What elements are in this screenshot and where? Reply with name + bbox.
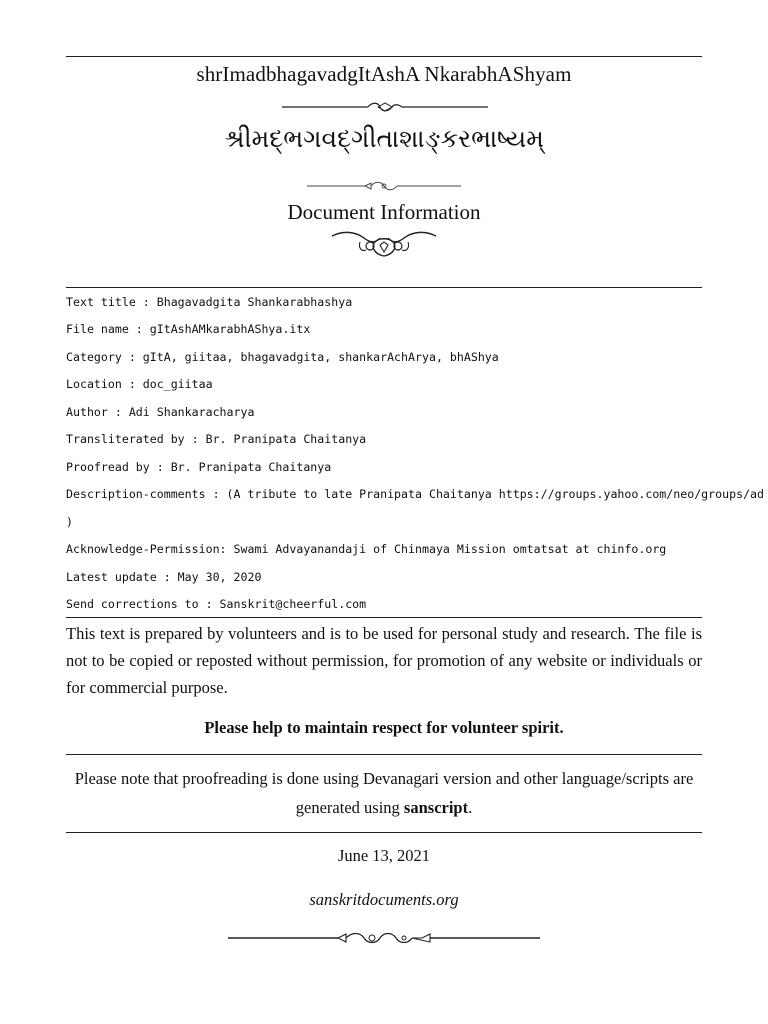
subtitle-ornament-icon bbox=[307, 180, 461, 192]
section-title: Document Information bbox=[287, 200, 481, 224]
document-date: June 13, 2021 bbox=[337, 846, 431, 865]
metadata-bottom-rule bbox=[66, 617, 702, 618]
page-title-latin: shrImadbhagavadgItAshA NkarabhAShyam bbox=[196, 62, 572, 86]
top-rule bbox=[66, 56, 702, 57]
metadata-file-name: File name : gItAshAMkarabhAShya.itx bbox=[66, 322, 311, 336]
sanscript-label: sanscript bbox=[403, 798, 469, 817]
metadata-text-title: Text title : Bhagavadgita Shankarabhashya bbox=[66, 295, 353, 309]
proofreading-note-text: Please note that proofreading is done using Devanagari version and other language/scripts are generated using bbox=[74, 769, 694, 817]
title-ornament-icon bbox=[282, 100, 488, 114]
proofreading-note-end: . bbox=[468, 798, 473, 817]
metadata-proofread-by: Proofread by : Br. Pranipata Chaitanya bbox=[66, 460, 332, 474]
metadata-transliterated-by: Transliterated by : Br. Pranipata Chaitanya bbox=[66, 432, 367, 446]
metadata-location: Location : doc_giitaa bbox=[66, 377, 213, 391]
metadata-description-close: ) bbox=[66, 515, 73, 529]
metadata-description: Description-comments : (A tribute to late Pranipata Chaitanya https://groups.yahoo.com/neo/groups/ad bbox=[66, 487, 765, 501]
metadata-author: Author : Adi Shankaracharya bbox=[66, 405, 255, 419]
proofreading-note bbox=[66, 764, 702, 822]
metadata-category: Category : gItA, giitaa, bhagavadgita, shankarAchArya, bhAShya bbox=[66, 350, 499, 364]
metadata-top-rule bbox=[66, 287, 702, 288]
metadata-send-corrections: Send corrections to : Sanskrit@cheerful.com bbox=[66, 597, 367, 611]
volunteer-spirit-notice: Please help to maintain respect for volunteer spirit. bbox=[204, 718, 564, 737]
footer-rule bbox=[66, 832, 702, 833]
metadata-acknowledge-permission: Acknowledge-Permission: Swami Advayanandaji of Chinmaya Mission omtatsat at chinfo.org bbox=[66, 542, 667, 556]
site-name: sanskritdocuments.org bbox=[309, 890, 459, 909]
notice-rule bbox=[66, 754, 702, 755]
page-title-gujarati: શ્રીમદ્ભગવદ્ગીતાશાઙ્કરભાષ્યમ્ bbox=[224, 124, 544, 153]
metadata-latest-update: Latest update : May 30, 2020 bbox=[66, 570, 262, 584]
footer-ornament-icon bbox=[228, 930, 540, 946]
notice-paragraph: This text is prepared by volunteers and is to be used for personal study and research. The file is not to be copied or reposted without permission, for promotion of any website or individuals or for commercial purpose. bbox=[66, 624, 702, 697]
section-ornament-icon bbox=[330, 226, 438, 262]
